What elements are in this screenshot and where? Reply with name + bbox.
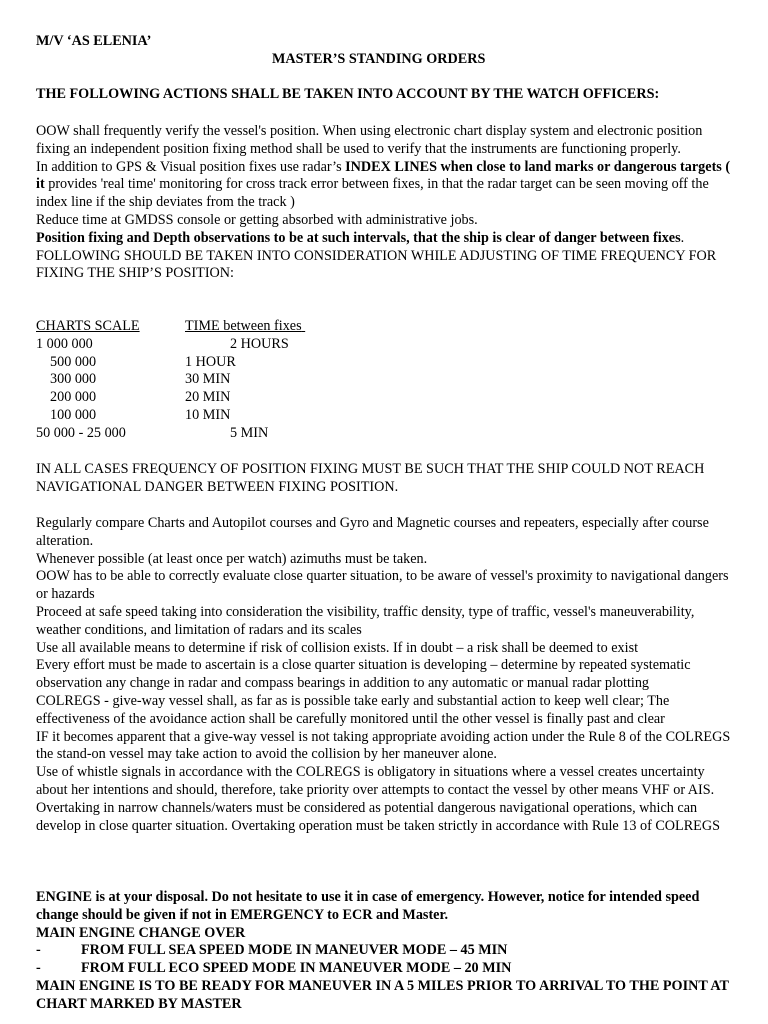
table-cell-scale: 200 000: [50, 389, 97, 406]
chart-scale-table: [36, 318, 375, 443]
table-cell-time: 30 MIN: [185, 371, 231, 388]
text-run-bold: Position fixing and Depth observations to be at such intervals, that the ship is clear of danger between fixes: [36, 229, 681, 246]
paragraph-depth-observations: [36, 230, 736, 248]
list-bullet: -: [36, 942, 41, 959]
paragraph-index-lines: [36, 159, 736, 212]
section-navigation-rules: [36, 515, 736, 835]
paragraph: IF it becomes apparent that a give-way vessel is not taking appropriate avoiding action under the Rule 8 of the COLREGS the stand-on vessel may take action to avoid the collision by her maneuver alone.: [36, 728, 731, 763]
text-run-bold: INDEX LINES when close to land marks or dangerous targets ( it: [36, 158, 731, 193]
paragraph: IN ALL CASES FREQUENCY OF POSITION FIXING MUST BE SUCH THAT THE SHIP COULD NOT REACH NAVIGATIONAL DANGER BETWEEN FIXING POSITION.: [36, 461, 705, 495]
table-header-scale: [36, 318, 185, 336]
section-heading: THE FOLLOWING ACTIONS SHALL BE TAKEN INTO ACCOUNT BY THE WATCH OFFICERS:: [36, 86, 660, 102]
section-frequency-note: [36, 461, 736, 497]
table-row: [36, 354, 375, 372]
table-cell-scale: 50 000 - 25 000: [36, 424, 126, 441]
list-item-text: FROM FULL ECO SPEED MODE IN MANEUVER MODE – 20 MIN: [81, 960, 512, 977]
table-cell-scale: 100 000: [50, 406, 97, 423]
table-row: [36, 336, 375, 354]
section-engine: [36, 889, 736, 1014]
table-cell-scale: 1 000 000: [36, 335, 93, 352]
paragraph: OOW shall frequently verify the vessel's position. When using electronic chart display system and electronic position fixing an independent position fixing method shall be used to verify that the instruments are functioning properly.: [36, 123, 703, 157]
paragraph: MAIN ENGINE IS TO BE READY FOR MANEUVER IN A 5 MILES PRIOR TO ARRIVAL TO THE POINT AT CHART MARKED BY MASTER: [36, 977, 729, 1012]
header-text: CHARTS SCALE: [36, 318, 140, 334]
table-row: [36, 371, 375, 389]
paragraph: MAIN ENGINE CHANGE OVER: [36, 924, 246, 941]
table-cell-time: 5 MIN: [230, 424, 269, 441]
paragraph: FOLLOWING SHOULD BE TAKEN INTO CONSIDERATION WHILE ADJUSTING OF TIME FREQUENCY FOR FIXING THE SHIP’S POSITION:: [36, 247, 717, 282]
paragraph: Overtaking in narrow channels/waters must be considered as potential dangerous navigational operations, which can develop in close quarter situation. Overtaking operation must be taken strictly in accordance with Rule 13 of COLREGS: [36, 799, 720, 834]
table-cell-time: 1 HOUR: [185, 353, 236, 370]
document-title: MASTER’S STANDING ORDERS: [272, 51, 486, 67]
table-row: [36, 407, 375, 425]
list-item-text: FROM FULL SEA SPEED MODE IN MANEUVER MODE – 45 MIN: [81, 942, 508, 959]
list-item: [36, 942, 736, 960]
text-run: .: [680, 229, 685, 246]
table-header-time: [185, 318, 375, 336]
vessel-name: M/V ‘AS ELENIA’: [36, 33, 152, 49]
table-cell-scale: 300 000: [50, 371, 97, 388]
paragraph: Use of whistle signals in accordance with the COLREGS is obligatory in situations where a vessel creates uncertainty about her intentions and should, therefore, take priority over attempts to contact the vessel by other means VHF or AIS.: [36, 764, 715, 798]
header-underline-pad: [302, 318, 306, 334]
section-position-fixing: [36, 123, 736, 283]
paragraph: Regularly compare Charts and Autopilot courses and Gyro and Magnetic courses and repeaters, especially after course alteration.: [36, 515, 709, 549]
paragraph: Every effort must be made to ascertain is a close quarter situation is developing – determine by repeated systematic observation any change in radar and compass bearings in addition to any automatic or manual radar plotting: [36, 657, 691, 692]
table-cell-scale: 500 000: [50, 353, 97, 370]
list-item: [36, 960, 736, 978]
paragraph: COLREGS - give-way vessel shall, as far as is possible take early and substantial action to keep well clear; The effectiveness of the avoidance action shall be carefully monitored until the other vessel is finally past and clear: [36, 692, 670, 727]
table-row: [36, 389, 375, 407]
table-cell-time: 2 HOURS: [230, 335, 289, 352]
paragraph: Reduce time at GMDSS console or getting absorbed with administrative jobs.: [36, 211, 478, 228]
paragraph: OOW has to be able to correctly evaluate close quarter situation, to be aware of vessel's proximity to navigational dangers or hazards: [36, 568, 729, 603]
paragraph: Proceed at safe speed taking into consideration the visibility, traffic density, type of traffic, vessel's maneuverability, weather conditions, and limitation of radars and its scales: [36, 603, 695, 638]
text-run: provides 'real time' monitoring for cross track error between fixes, in that the radar target can be seen moving off the index line if the ship deviates from the track ): [36, 176, 709, 211]
table-cell-time: 10 MIN: [185, 406, 231, 423]
header-text: TIME between fixes: [185, 318, 302, 334]
table-header-row: [36, 318, 375, 336]
paragraph: Whenever possible (at least once per watch) azimuths must be taken.: [36, 550, 428, 567]
paragraph: ENGINE is at your disposal. Do not hesitate to use it in case of emergency. However, notice for intended speed change should be given if not in EMERGENCY to ECR and Master.: [36, 889, 700, 923]
table-row: [36, 425, 375, 443]
text-run: In addition to GPS & Visual position fixes use radar’s: [36, 158, 346, 175]
table-cell-time: 20 MIN: [185, 389, 231, 406]
paragraph: Use all available means to determine if risk of collision exists. If in doubt – a risk shall be deemed to exist: [36, 639, 639, 656]
list-bullet: -: [36, 960, 41, 977]
